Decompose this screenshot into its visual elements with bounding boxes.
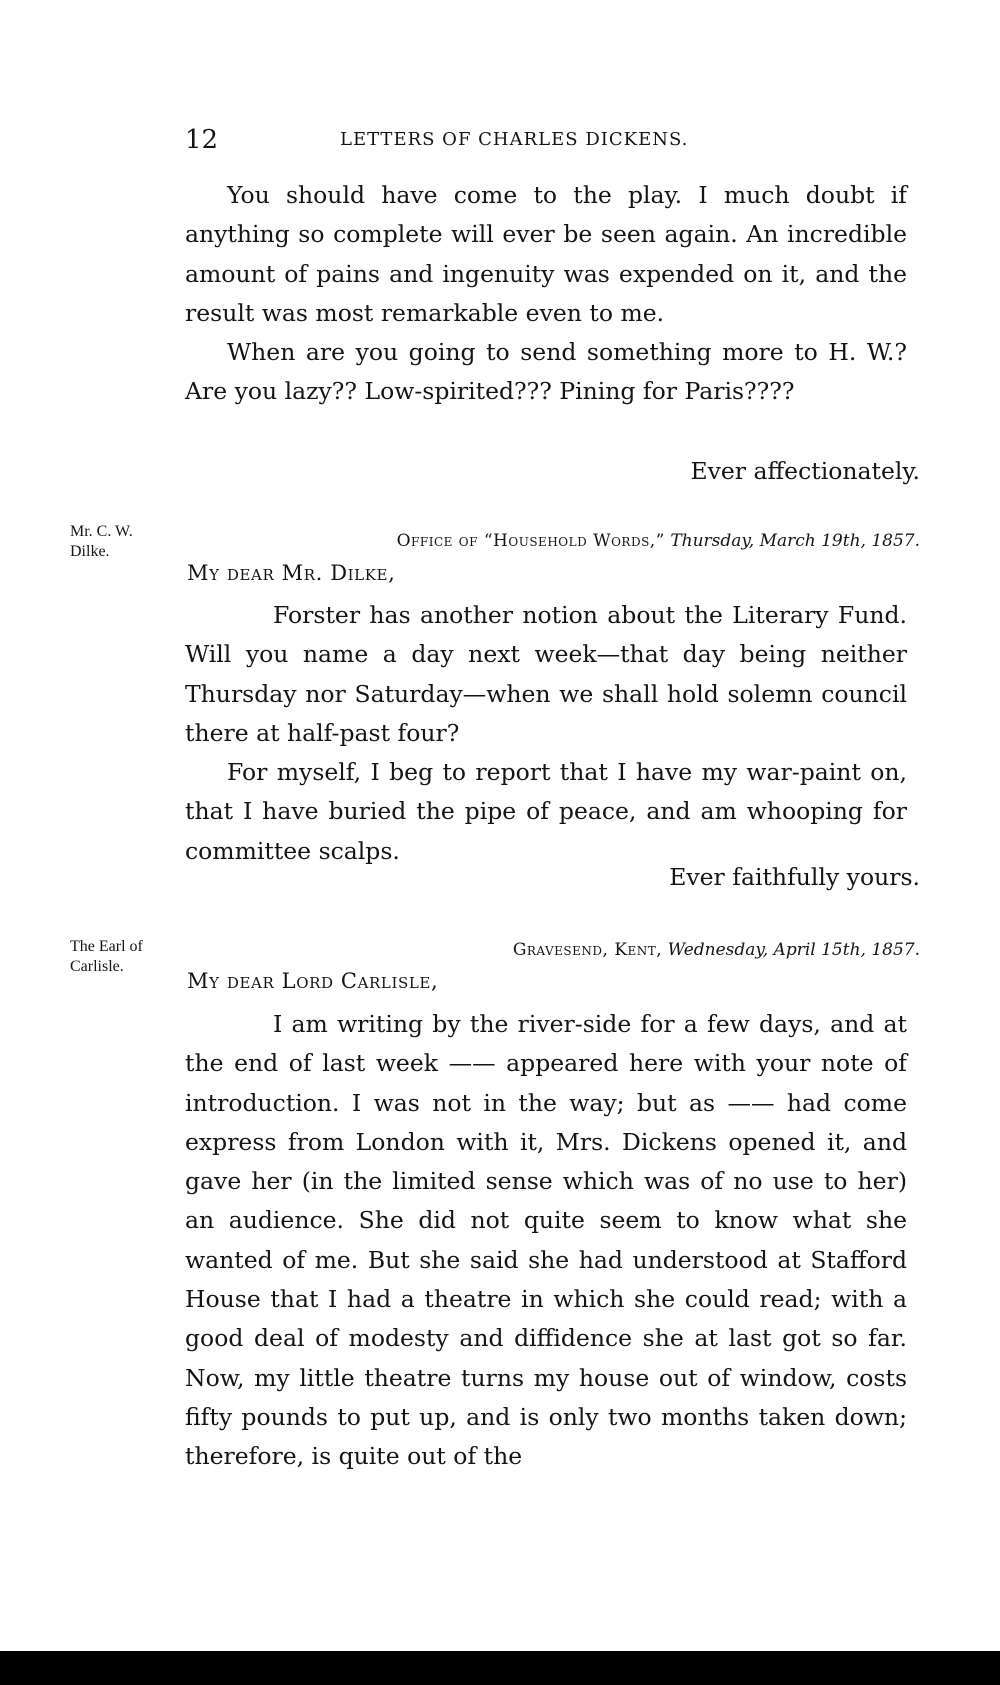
sidenote-dilke-line1: Mr. C. W. — [70, 523, 133, 540]
dateline-carlisle-date: Wednesday, April 15th, 1857. — [667, 940, 920, 960]
scan-bottom-edge — [0, 1651, 1000, 1685]
dilke-paragraph-1: Forster has another notion about the Literary Fund. Will you name a day next week—that day being neither Thursday nor Saturday—when we shall hold solemn council there at half-past four? — [185, 601, 907, 747]
dateline-dilke-date: Thursday, March 19th, 1857. — [670, 531, 920, 551]
continuation-paragraph-1: You should have come to the play. I much doubt if anything so complete will ever be seen again. An incredible amount of pains and ingenuity was expended on it, and the result was most remarkable even to me. — [185, 181, 907, 327]
dateline-carlisle — [513, 940, 920, 960]
letter-carlisle-body — [185, 1005, 907, 1477]
sidenote-carlisle — [70, 937, 180, 977]
page-number: 12 — [185, 125, 219, 155]
carlisle-paragraph-1: I am writing by the river-side for a few days, and at the end of last week —— appeared here with your note of introduction. I was not in the way; but as —— had come express from London with it, Mrs. Dickens opened it, and gave her (in the limited sense which was of no use to her) an audience. She did not quite seem to know what she wanted of me. But she said she had understood at Stafford House that I had a theatre in which she could read; with a good deal of modesty and diffidence she at last got so far. Now, my little theatre turns my house out of window, costs fifty pounds to put up, and is only two months taken down; therefore, is quite out of the — [185, 1010, 907, 1471]
continuation-signoff: Ever affectionately. — [690, 457, 920, 485]
sidenote-dilke — [70, 522, 180, 562]
salutation-carlisle: My dear Lord Carlisle, — [187, 969, 439, 993]
sidenote-carlisle-line1: The Earl of — [70, 938, 143, 955]
dilke-paragraph-2: For myself, I beg to report that I have my war-paint on, that I have buried the pipe of peace, and am whooping for committee scalps. — [185, 758, 907, 865]
letter-dilke-body — [185, 596, 907, 871]
page-header — [185, 125, 905, 157]
dateline-dilke-place: Office of “Household Words,” — [396, 531, 665, 551]
dilke-signoff: Ever faithfully yours. — [669, 863, 920, 891]
dateline-carlisle-place: Gravesend, Kent, — [512, 940, 663, 960]
salutation-dilke: My dear Mr. Dilke, — [187, 561, 396, 585]
continuation-paragraph-2: When are you going to send something more to H. W.? Are you lazy?? Low-spirited??? Pining for Paris???? — [185, 338, 907, 406]
running-title: LETTERS OF CHARLES DICKENS. — [340, 129, 689, 150]
dateline-dilke — [397, 531, 920, 551]
continuation-text — [185, 176, 907, 412]
sidenote-carlisle-line2: Carlisle. — [70, 958, 124, 975]
sidenote-dilke-line2: Dilke. — [70, 543, 110, 560]
